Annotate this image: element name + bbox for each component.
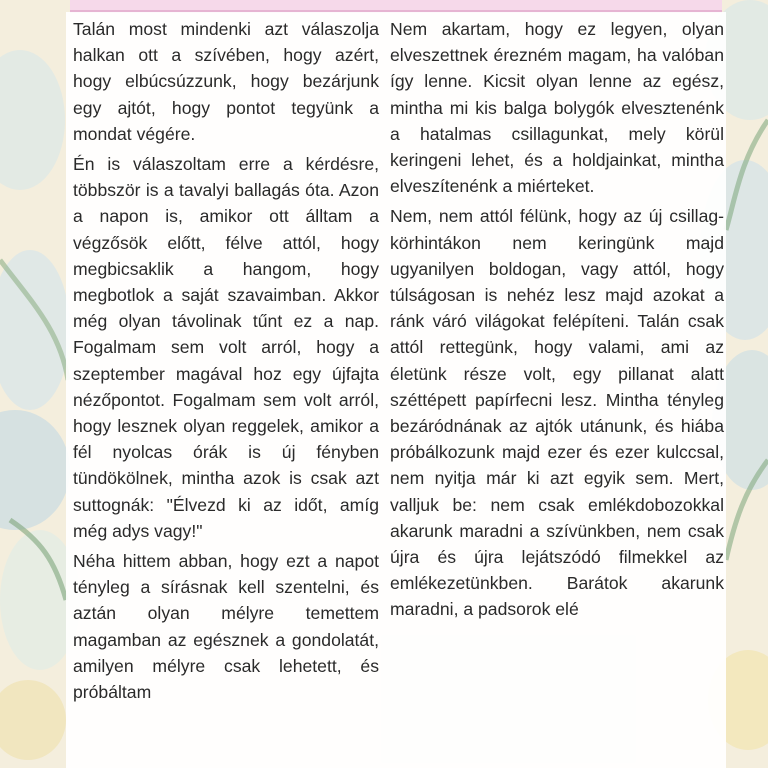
- right-paragraph-2: Nem, nem attól félünk, hogy az új csillag-körhintákon nem keringünk majd ugyanilyen boldogan, vagy attól, hogy túlságosan is nehéz lesz majd azokat a ránk váró világokat felépíteni. Talán csak attól rettegünk, hogy valami, ami az életünk része volt, egy pillanat alatt széttépett papírfecni lesz. Mintha tényleg bezáródnának az ajtók utánunk, és hiába próbálkozunk majd ezer és ezer kulccsal, nem nyitja már ki azt egyik sem. Mert, valljuk be: nem csak emlékdobozokkal akarunk maradni a szívünkben, nem csak újra és újra lejátszódó filmekkel az emlékezetünkben. Barátok akarunk maradni, a padsorok elé: [390, 206, 724, 620]
- right-column: [390, 16, 724, 627]
- left-column: [73, 16, 379, 709]
- left-paragraph-2: Én is válaszoltam erre a kérdésre, többször is a tavalyi ballagás óta. Azon a napon is, amikor ott álltam a végzősök előtt, félve attól, hogy megbicsaklik a hangom, hogy megbotlok a saját szavaimban. Akkor még olyan távolinak tűnt ez a nap. Fogalmam sem volt arról, hogy a szeptember magával hoz egy újfajta nézőpontot. Fogalmam sem volt arról, hogy lesznek olyan reggelek, amikor a fél nyolcas órák is új fényben tündökölnek, mintha azok is csak azt suttognák: "Élvezd ki az időt, amíg még adys vagy!": [73, 154, 379, 541]
- right-paragraph-1: Nem akartam, hogy ez legyen, olyan elveszettnek érezném magam, ha valóban így lenne. Kicsit olyan lenne az egész, mintha mi kis balga bolygók elvesztenénk a hatalmas csillagunkat, mely körül keringeni lehet, és a holdjainkat, mintha elveszítenénk a miérteket.: [390, 19, 724, 197]
- left-paragraph-1: Talán most mindenki azt válaszolja halkan ott a szívében, hogy azért, hogy elbúcsúzzunk, hogy bezárjunk egy ajtót, hogy pontot tegyünk a mondat végére.: [73, 19, 379, 144]
- left-paragraph-3: Néha hittem abban, hogy ezt a napot tényleg a sírásnak kell szentelni, és aztán olyan mélyre temettem magamban az egésznek a gondolatát, amilyen mélyre csak lehetett, és próbáltam: [73, 551, 379, 703]
